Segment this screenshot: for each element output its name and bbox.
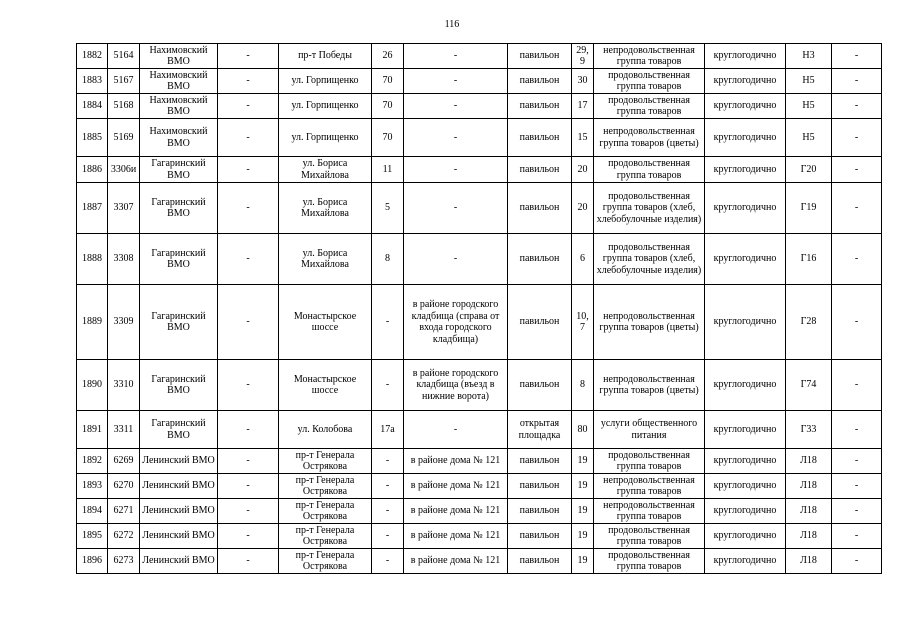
- cell-place-id: 6270: [108, 474, 140, 499]
- cell-row-number: 1895: [77, 524, 108, 549]
- cell-street: пр-т Генерала Острякова: [279, 549, 372, 574]
- cell-area: 30: [572, 69, 594, 94]
- table-row: [77, 157, 882, 183]
- cell-row-number: 1885: [77, 119, 108, 157]
- cell-note: -: [832, 549, 882, 574]
- cell-period: круглогодично: [705, 549, 786, 574]
- cell-map-code: Л18: [786, 499, 832, 524]
- cell-row-number: 1894: [77, 499, 108, 524]
- cell-area: 29,9: [572, 44, 594, 69]
- cell-row-number: 1884: [77, 94, 108, 119]
- cell-area: 19: [572, 524, 594, 549]
- cell-object-type: павильон: [508, 44, 572, 69]
- cell-house: 11: [372, 157, 404, 183]
- cell-landmark: -: [404, 69, 508, 94]
- cell-landmark: в районе дома № 121: [404, 499, 508, 524]
- table-row: [77, 449, 882, 474]
- cell-specialization: продовольственная группа товаров: [594, 94, 705, 119]
- cell-settlement: -: [218, 94, 279, 119]
- cell-area: 19: [572, 449, 594, 474]
- cell-map-code: Л18: [786, 474, 832, 499]
- cell-landmark: в районе дома № 121: [404, 474, 508, 499]
- cell-district: Гагаринский ВМО: [140, 411, 218, 449]
- table-row: [77, 69, 882, 94]
- cell-house: -: [372, 524, 404, 549]
- cell-row-number: 1887: [77, 183, 108, 234]
- cell-period: круглогодично: [705, 234, 786, 285]
- cell-settlement: -: [218, 360, 279, 411]
- cell-map-code: Л18: [786, 449, 832, 474]
- registry-table-body: [77, 44, 882, 574]
- cell-place-id: 3311: [108, 411, 140, 449]
- cell-street: пр-т Генерала Острякова: [279, 474, 372, 499]
- cell-object-type: павильон: [508, 157, 572, 183]
- cell-note: -: [832, 44, 882, 69]
- cell-settlement: -: [218, 524, 279, 549]
- cell-map-code: Г33: [786, 411, 832, 449]
- cell-house: 17а: [372, 411, 404, 449]
- cell-area: 15: [572, 119, 594, 157]
- table-row: [77, 499, 882, 524]
- cell-map-code: Л18: [786, 524, 832, 549]
- cell-specialization: непродовольственная группа товаров: [594, 44, 705, 69]
- table-row: [77, 524, 882, 549]
- cell-settlement: -: [218, 499, 279, 524]
- cell-street: пр-т Генерала Острякова: [279, 449, 372, 474]
- cell-settlement: -: [218, 69, 279, 94]
- cell-street: ул. Горпищенко: [279, 119, 372, 157]
- cell-district: Ленинский ВМО: [140, 524, 218, 549]
- cell-note: -: [832, 499, 882, 524]
- cell-district: Нахимовский ВМО: [140, 69, 218, 94]
- cell-map-code: Н5: [786, 119, 832, 157]
- cell-place-id: 5169: [108, 119, 140, 157]
- cell-row-number: 1883: [77, 69, 108, 94]
- cell-row-number: 1889: [77, 285, 108, 360]
- cell-row-number: 1896: [77, 549, 108, 574]
- cell-period: круглогодично: [705, 119, 786, 157]
- cell-specialization: продовольственная группа товаров: [594, 69, 705, 94]
- cell-landmark: -: [404, 234, 508, 285]
- cell-place-id: 6271: [108, 499, 140, 524]
- cell-house: -: [372, 360, 404, 411]
- cell-period: круглогодично: [705, 524, 786, 549]
- cell-landmark: в районе дома № 121: [404, 449, 508, 474]
- cell-street: пр-т Генерала Острякова: [279, 524, 372, 549]
- cell-period: круглогодично: [705, 157, 786, 183]
- cell-street: пр-т Победы: [279, 44, 372, 69]
- table-row: [77, 119, 882, 157]
- cell-district: Нахимовский ВМО: [140, 119, 218, 157]
- cell-place-id: 3307: [108, 183, 140, 234]
- cell-place-id: 5167: [108, 69, 140, 94]
- cell-note: -: [832, 449, 882, 474]
- cell-specialization: продовольственная группа товаров: [594, 157, 705, 183]
- cell-district: Ленинский ВМО: [140, 499, 218, 524]
- cell-house: -: [372, 449, 404, 474]
- cell-object-type: павильон: [508, 524, 572, 549]
- cell-area: 80: [572, 411, 594, 449]
- cell-specialization: непродовольственная группа товаров (цветы): [594, 119, 705, 157]
- cell-district: Нахимовский ВМО: [140, 94, 218, 119]
- cell-house: -: [372, 285, 404, 360]
- cell-specialization: продовольственная группа товаров: [594, 524, 705, 549]
- cell-period: круглогодично: [705, 183, 786, 234]
- cell-house: 26: [372, 44, 404, 69]
- cell-specialization: непродовольственная группа товаров: [594, 474, 705, 499]
- cell-area: 20: [572, 183, 594, 234]
- cell-object-type: павильон: [508, 499, 572, 524]
- cell-map-code: Г28: [786, 285, 832, 360]
- cell-object-type: павильон: [508, 69, 572, 94]
- cell-map-code: Н3: [786, 44, 832, 69]
- cell-district: Гагаринский ВМО: [140, 183, 218, 234]
- cell-specialization: непродовольственная группа товаров: [594, 499, 705, 524]
- cell-specialization: продовольственная группа товаров: [594, 549, 705, 574]
- cell-house: -: [372, 474, 404, 499]
- cell-map-code: Л18: [786, 549, 832, 574]
- table-row: [77, 285, 882, 360]
- cell-place-id: 3310: [108, 360, 140, 411]
- cell-district: Ленинский ВМО: [140, 474, 218, 499]
- cell-area: 20: [572, 157, 594, 183]
- cell-period: круглогодично: [705, 94, 786, 119]
- cell-house: -: [372, 549, 404, 574]
- cell-specialization: продовольственная группа товаров (хлеб, хлебобулочные изделия): [594, 234, 705, 285]
- cell-landmark: в районе дома № 121: [404, 549, 508, 574]
- cell-landmark: -: [404, 94, 508, 119]
- cell-area: 19: [572, 499, 594, 524]
- cell-district: Ленинский ВМО: [140, 549, 218, 574]
- cell-note: -: [832, 360, 882, 411]
- cell-place-id: 3309: [108, 285, 140, 360]
- cell-place-id: 6273: [108, 549, 140, 574]
- cell-landmark: -: [404, 411, 508, 449]
- cell-district: Ленинский ВМО: [140, 449, 218, 474]
- registry-table: [76, 43, 882, 574]
- cell-place-id: 6272: [108, 524, 140, 549]
- cell-landmark: -: [404, 119, 508, 157]
- cell-district: Гагаринский ВМО: [140, 285, 218, 360]
- cell-place-id: 6269: [108, 449, 140, 474]
- cell-object-type: павильон: [508, 474, 572, 499]
- cell-note: -: [832, 285, 882, 360]
- cell-street: Монастырское шоссе: [279, 360, 372, 411]
- cell-place-id: 5164: [108, 44, 140, 69]
- cell-settlement: -: [218, 549, 279, 574]
- cell-landmark: -: [404, 183, 508, 234]
- cell-note: -: [832, 524, 882, 549]
- cell-place-id: 3308: [108, 234, 140, 285]
- cell-settlement: -: [218, 157, 279, 183]
- cell-settlement: -: [218, 234, 279, 285]
- cell-map-code: Г20: [786, 157, 832, 183]
- cell-area: 17: [572, 94, 594, 119]
- cell-period: круглогодично: [705, 474, 786, 499]
- cell-period: круглогодично: [705, 411, 786, 449]
- cell-area: 19: [572, 474, 594, 499]
- table-row: [77, 183, 882, 234]
- cell-house: 70: [372, 69, 404, 94]
- cell-house: 8: [372, 234, 404, 285]
- cell-specialization: продовольственная группа товаров (хлеб, хлебобулочные изделия): [594, 183, 705, 234]
- cell-object-type: павильон: [508, 94, 572, 119]
- cell-district: Гагаринский ВМО: [140, 157, 218, 183]
- table-row: [77, 360, 882, 411]
- cell-object-type: павильон: [508, 549, 572, 574]
- cell-period: круглогодично: [705, 499, 786, 524]
- cell-object-type: открытая площадка: [508, 411, 572, 449]
- cell-row-number: 1886: [77, 157, 108, 183]
- cell-settlement: -: [218, 183, 279, 234]
- cell-house: -: [372, 499, 404, 524]
- cell-specialization: услуги общественного питания: [594, 411, 705, 449]
- cell-object-type: павильон: [508, 285, 572, 360]
- cell-street: ул. Бориса Михайлова: [279, 157, 372, 183]
- cell-street: ул. Колобова: [279, 411, 372, 449]
- table-row: [77, 94, 882, 119]
- cell-street: ул. Горпищенко: [279, 69, 372, 94]
- cell-map-code: Г16: [786, 234, 832, 285]
- cell-settlement: -: [218, 119, 279, 157]
- cell-note: -: [832, 183, 882, 234]
- cell-period: круглогодично: [705, 285, 786, 360]
- cell-area: 10,7: [572, 285, 594, 360]
- cell-object-type: павильон: [508, 360, 572, 411]
- cell-house: 70: [372, 94, 404, 119]
- cell-district: Гагаринский ВМО: [140, 234, 218, 285]
- cell-object-type: павильон: [508, 183, 572, 234]
- cell-area: 19: [572, 549, 594, 574]
- cell-object-type: павильон: [508, 449, 572, 474]
- cell-street: ул. Бориса Михайлова: [279, 183, 372, 234]
- table-row: [77, 411, 882, 449]
- cell-landmark: -: [404, 157, 508, 183]
- cell-row-number: 1893: [77, 474, 108, 499]
- cell-specialization: непродовольственная группа товаров (цветы): [594, 360, 705, 411]
- cell-note: -: [832, 119, 882, 157]
- cell-object-type: павильон: [508, 119, 572, 157]
- cell-street: ул. Горпищенко: [279, 94, 372, 119]
- cell-area: 8: [572, 360, 594, 411]
- cell-map-code: Г74: [786, 360, 832, 411]
- cell-landmark: в районе городского кладбища (справа от входа городского кладбища): [404, 285, 508, 360]
- cell-row-number: 1892: [77, 449, 108, 474]
- cell-settlement: -: [218, 411, 279, 449]
- cell-street: пр-т Генерала Острякова: [279, 499, 372, 524]
- cell-note: -: [832, 94, 882, 119]
- cell-area: 6: [572, 234, 594, 285]
- cell-settlement: -: [218, 44, 279, 69]
- cell-row-number: 1888: [77, 234, 108, 285]
- cell-object-type: павильон: [508, 234, 572, 285]
- cell-district: Гагаринский ВМО: [140, 360, 218, 411]
- table-row: [77, 44, 882, 69]
- cell-landmark: в районе дома № 121: [404, 524, 508, 549]
- cell-specialization: непродовольственная группа товаров (цветы): [594, 285, 705, 360]
- page-number: 116: [444, 19, 460, 30]
- cell-landmark: -: [404, 44, 508, 69]
- cell-house: 5: [372, 183, 404, 234]
- cell-note: -: [832, 474, 882, 499]
- cell-house: 70: [372, 119, 404, 157]
- cell-street: Монастырское шоссе: [279, 285, 372, 360]
- cell-specialization: продовольственная группа товаров: [594, 449, 705, 474]
- table-row: [77, 549, 882, 574]
- cell-map-code: Г19: [786, 183, 832, 234]
- cell-place-id: 3306и: [108, 157, 140, 183]
- cell-landmark: в районе городского кладбища (въезд в нижние ворота): [404, 360, 508, 411]
- cell-row-number: 1882: [77, 44, 108, 69]
- cell-settlement: -: [218, 285, 279, 360]
- cell-note: -: [832, 69, 882, 94]
- cell-district: Нахимовский ВМО: [140, 44, 218, 69]
- cell-settlement: -: [218, 474, 279, 499]
- cell-map-code: Н5: [786, 94, 832, 119]
- table-row: [77, 474, 882, 499]
- cell-settlement: -: [218, 449, 279, 474]
- cell-period: круглогодично: [705, 360, 786, 411]
- cell-period: круглогодично: [705, 44, 786, 69]
- cell-place-id: 5168: [108, 94, 140, 119]
- cell-row-number: 1891: [77, 411, 108, 449]
- cell-note: -: [832, 157, 882, 183]
- cell-period: круглогодично: [705, 69, 786, 94]
- cell-row-number: 1890: [77, 360, 108, 411]
- cell-note: -: [832, 234, 882, 285]
- cell-note: -: [832, 411, 882, 449]
- cell-period: круглогодично: [705, 449, 786, 474]
- cell-street: ул. Бориса Михайлова: [279, 234, 372, 285]
- table-row: [77, 234, 882, 285]
- cell-map-code: Н5: [786, 69, 832, 94]
